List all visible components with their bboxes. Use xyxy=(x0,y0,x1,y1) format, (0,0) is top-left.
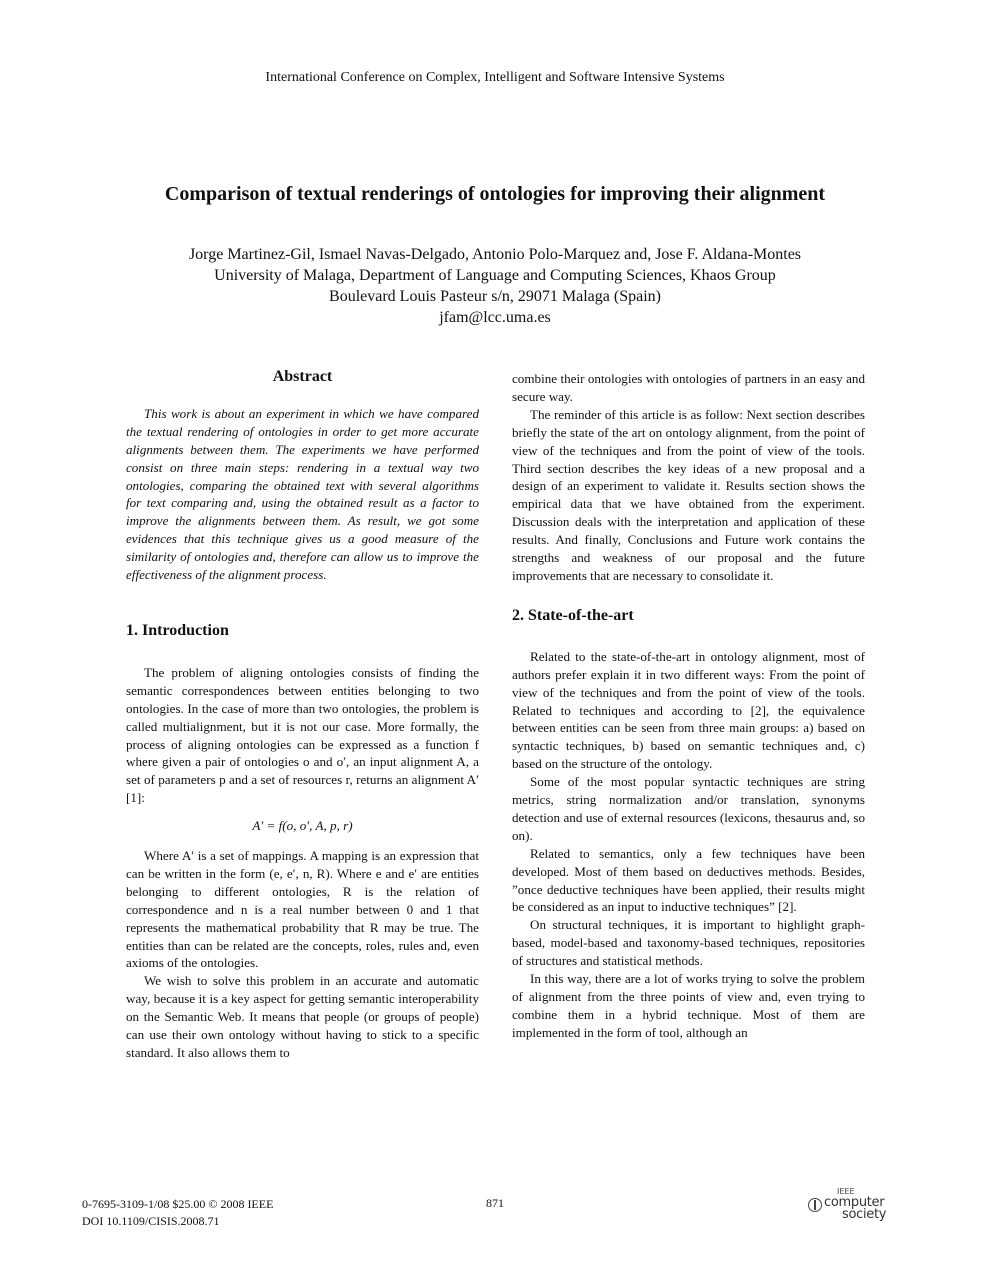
sota-paragraph-2: Some of the most popular syntactic techniques are string metrics, string normalization and/or translation, synonyms detection and use of external resources (lexicons, thesaurus and, so on). xyxy=(512,774,865,843)
abstract-text: This work is about an experiment in which we have compared the textual rendering of ontologies in order to get more accurate alignments between them. The experiments we have performed consist on three main steps: rendering in a textual way two ontologies, comparing the obtained text with several algorithms for text comparing and, using the obtained result as a factor to improve the alignments between them. As result, we got some evidences that this technique gives us a good measure of the similarity of ontologies and, therefore can allow us to improve the effectiveness of the alignment process. xyxy=(126,405,479,583)
conference-header: International Conference on Complex, Intelligent and Software Intensive Systems xyxy=(265,70,725,85)
logo-ieee-text: IEEE xyxy=(837,1187,855,1196)
left-column xyxy=(126,368,479,1062)
sota-paragraph-1: Related to the state-of-the-art in ontology alignment, most of authors prefer explain it in two different ways: From the point of view of the techniques and from the point of view of the tools. Related to techniques and according to [2], the equivalence between entities can be seen from three main groups: a) based on syntactic techniques, b) based on semantic techniques and, c) based on the structure of the ontology. xyxy=(512,648,865,772)
address: Boulevard Louis Pasteur s/n, 29071 Malaga (Spain) xyxy=(329,288,661,305)
intro-paragraph-2: Where A′ is a set of mappings. A mapping is an expression that can be written in the form (e, e′, n, R). Where e and e′ are entities belonging to different ontologies, R is the relation of correspondence and n is a real number between 0 and 1 that represents the mathematical probability that R may be true. The entities than can be related are the concepts, roles, rules and, even axioms of the ontologies. xyxy=(126,848,479,971)
sota-paragraph-3: Related to semantics, only a few techniques have been developed. Most of them based on deductives methods. Besides, ”once deductive techniques have been applied, their results might be considered as an input to inductive techniques” [2]. xyxy=(512,845,865,915)
author-list: Jorge Martinez-Gil, Ismael Navas-Delgado, Antonio Polo-Marquez and, Jose F. Aldana-Montes xyxy=(188,246,802,263)
paper-title: Comparison of textual renderings of ontologies for improving their alignment xyxy=(164,183,826,205)
outline-paragraph: The reminder of this article is as follow: Next section describes briefly the state of the art on ontology alignment, from the point of view of the techniques and from the point of view of the tools. Third section describes the key ideas of a new proposal and a design of an experiment to validate it. Results section shows the empirical data that we have obtained from the experiment. Discussion deals with the interpretation and application of these results. And finally, Conclusions and Future work contains the strengths and weakness of our proposal and the future improvements that are necessary to consolidate it. xyxy=(512,406,865,583)
ieee-computer-society-logo-icon xyxy=(808,1198,822,1212)
sota-paragraph-4: On structural techniques, it is important to highlight graph-based, model-based and taxonomy-based techniques, repositories of structures and statistical methods. xyxy=(512,917,865,969)
sota-paragraph-5: In this way, there are a lot of works trying to solve the problem of alignment from the three points of view and, even trying to combine them in a hybrid technique. Most of them are implemented in the form of tool, although an xyxy=(512,971,865,1040)
logo-society-text: society xyxy=(842,1207,887,1222)
footer-isbn: 0-7695-3109-1/08 $25.00 © 2008 IEEE xyxy=(82,1197,274,1211)
abstract-heading: Abstract xyxy=(272,368,333,385)
intro-paragraph-1: The problem of aligning ontologies consists of finding the semantic correspondences between entities belonging to two ontologies. In the case of more than two ontologies, the problem is called multialignment, but it is not our case. More formally, the process of aligning ontologies can be expressed as a function f where given a pair of ontologies o and o′, an input alignment A, a set of parameters p and a set of resources r, returns an alignment A′ [1]: xyxy=(126,664,479,806)
ieee-computer-society-logo xyxy=(808,1187,898,1223)
alignment-equation: A′ = f(o, o′, A, p, r) xyxy=(252,818,353,834)
intro-paragraph-3: We wish to solve this problem in an accurate and automatic way, because it is a key aspect for getting semantic interoperability on the Semantic Web. It means that people (or groups of people) can use their own ontology without having to stick to a specific standard. It also allows them to xyxy=(126,973,479,1060)
page-number: 871 xyxy=(486,1196,504,1210)
intro-paragraph-continued: combine their ontologies with ontologies of partners in an easy and secure way. xyxy=(512,371,865,404)
affiliation: University of Malaga, Department of Language and Computing Sciences, Khaos Group xyxy=(214,267,776,284)
section-heading-introduction: 1. Introduction xyxy=(126,621,229,639)
author-block xyxy=(60,244,930,328)
section-heading-state-of-the-art: 2. State-of-the-art xyxy=(512,606,634,624)
logo-computer-text: computer xyxy=(824,1195,885,1210)
right-column xyxy=(512,370,865,1042)
footer-doi: DOI 10.1109/CISIS.2008.71 xyxy=(82,1214,220,1228)
email: jfam@lcc.uma.es xyxy=(439,309,551,326)
